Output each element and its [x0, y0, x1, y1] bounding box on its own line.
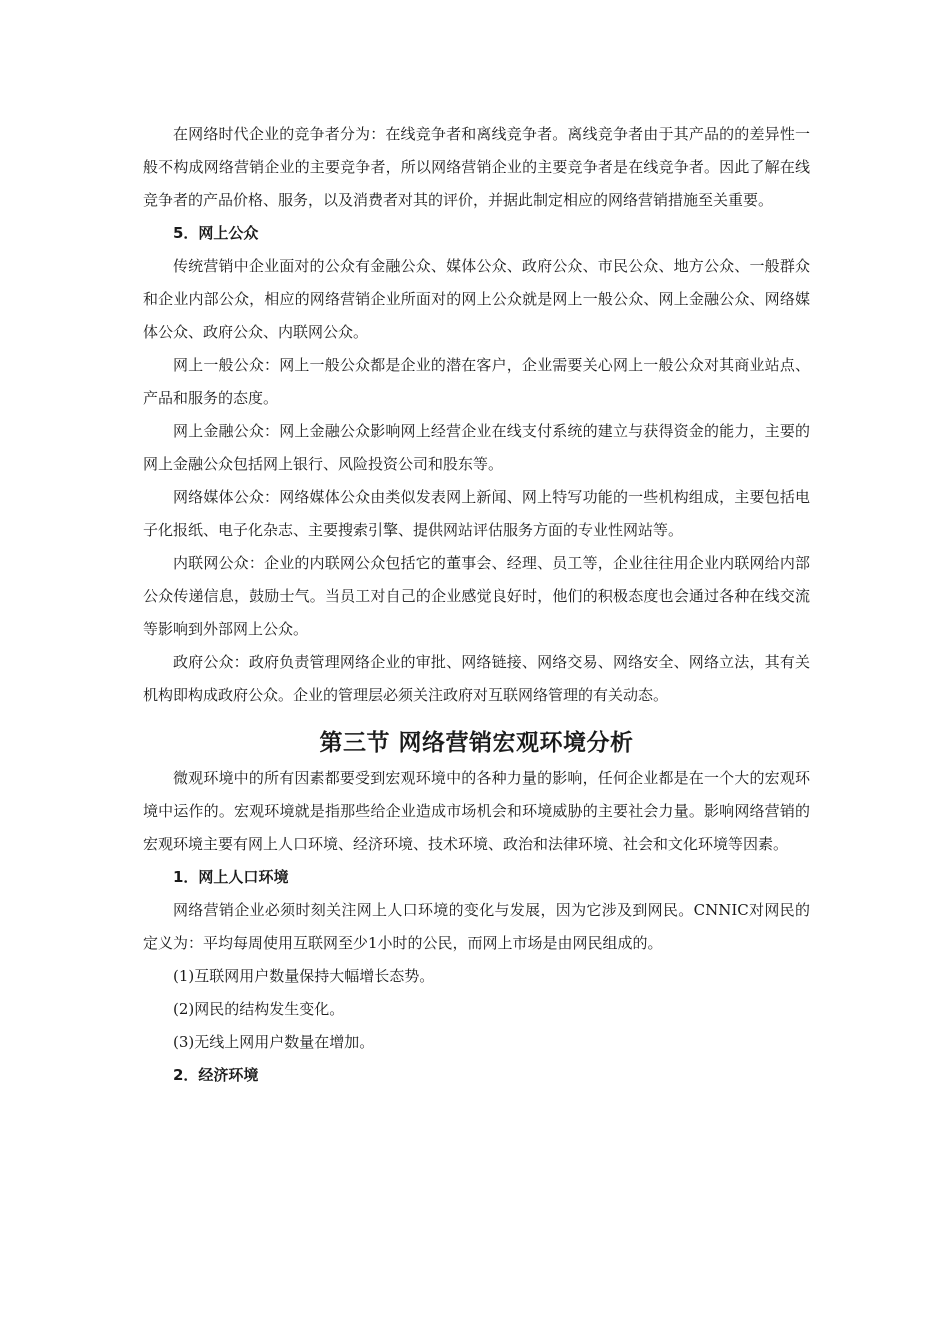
list-item: (3)无线上网用户数量在增加。	[173, 1033, 375, 1051]
paragraph: 传统营销中企业面对的公众有金融公众、媒体公众、政府公众、市民公众、地方公众、一般群众和企业内部公众，相应的网络营销企业所面对的网上公众就是网上一般公众、网上金融公众、网络媒体公众、政府公众、内联网公众。	[143, 257, 810, 341]
subsection-heading: 1．网上人口环境	[173, 868, 289, 886]
paragraph: 网络营销企业必须时刻关注网上人口环境的变化与发展，因为它涉及到网民。CNNIC对网民的定义为：平均每周使用互联网至少1小时的公民，而网上市场是由网民组成的。	[143, 901, 810, 952]
subsection-heading: 2．经济环境	[173, 1066, 259, 1084]
paragraph: 在网络时代企业的竞争者分为：在线竞争者和离线竞争者。离线竞争者由于其产品的的差异性一般不构成网络营销企业的主要竞争者，所以网络营销企业的主要竞争者是在线竞争者。因此了解在线竞争者的产品价格、服务，以及消费者对其的评价，并据此制定相应的网络营销措施至关重要。	[143, 125, 810, 209]
list-item: (1)互联网用户数量保持大幅增长态势。	[173, 967, 435, 985]
paragraph: 政府公众：政府负责管理网络企业的审批、网络链接、网络交易、网络安全、网络立法，其有关机构即构成政府公众。企业的管理层必须关注政府对互联网络管理的有关动态。	[143, 653, 810, 704]
paragraph: 微观环境中的所有因素都要受到宏观环境中的各种力量的影响，任何企业都是在一个大的宏观环境中运作的。宏观环境就是指那些给企业造成市场机会和环境威胁的主要社会力量。影响网络营销的宏观环境主要有网上人口环境、经济环境、技术环境、政治和法律环境、社会和文化环境等因素。	[143, 769, 810, 853]
paragraph: 网络媒体公众：网络媒体公众由类似发表网上新闻、网上特写功能的一些机构组成，主要包括电子化报纸、电子化杂志、主要搜索引擎、提供网站评估服务方面的专业性网站等。	[143, 488, 810, 539]
paragraph: 内联网公众：企业的内联网公众包括它的董事会、经理、员工等，企业往往用企业内联网给内部公众传递信息，鼓励士气。当员工对自己的企业感觉良好时，他们的积极态度也会通过各种在线交流等影响到外部网上公众。	[143, 554, 810, 638]
document-body	[143, 118, 810, 1092]
paragraph: 网上金融公众：网上金融公众影响网上经营企业在线支付系统的建立与获得资金的能力，主要的网上金融公众包括网上银行、风险投资公司和股东等。	[143, 422, 810, 473]
list-item: (2)网民的结构发生变化。	[173, 1000, 345, 1018]
subsection-heading: 5．网上公众	[173, 224, 259, 242]
paragraph: 网上一般公众：网上一般公众都是企业的潜在客户，企业需要关心网上一般公众对其商业站点、产品和服务的态度。	[143, 356, 810, 407]
section-title: 第三节 网络营销宏观环境分析	[319, 730, 634, 756]
